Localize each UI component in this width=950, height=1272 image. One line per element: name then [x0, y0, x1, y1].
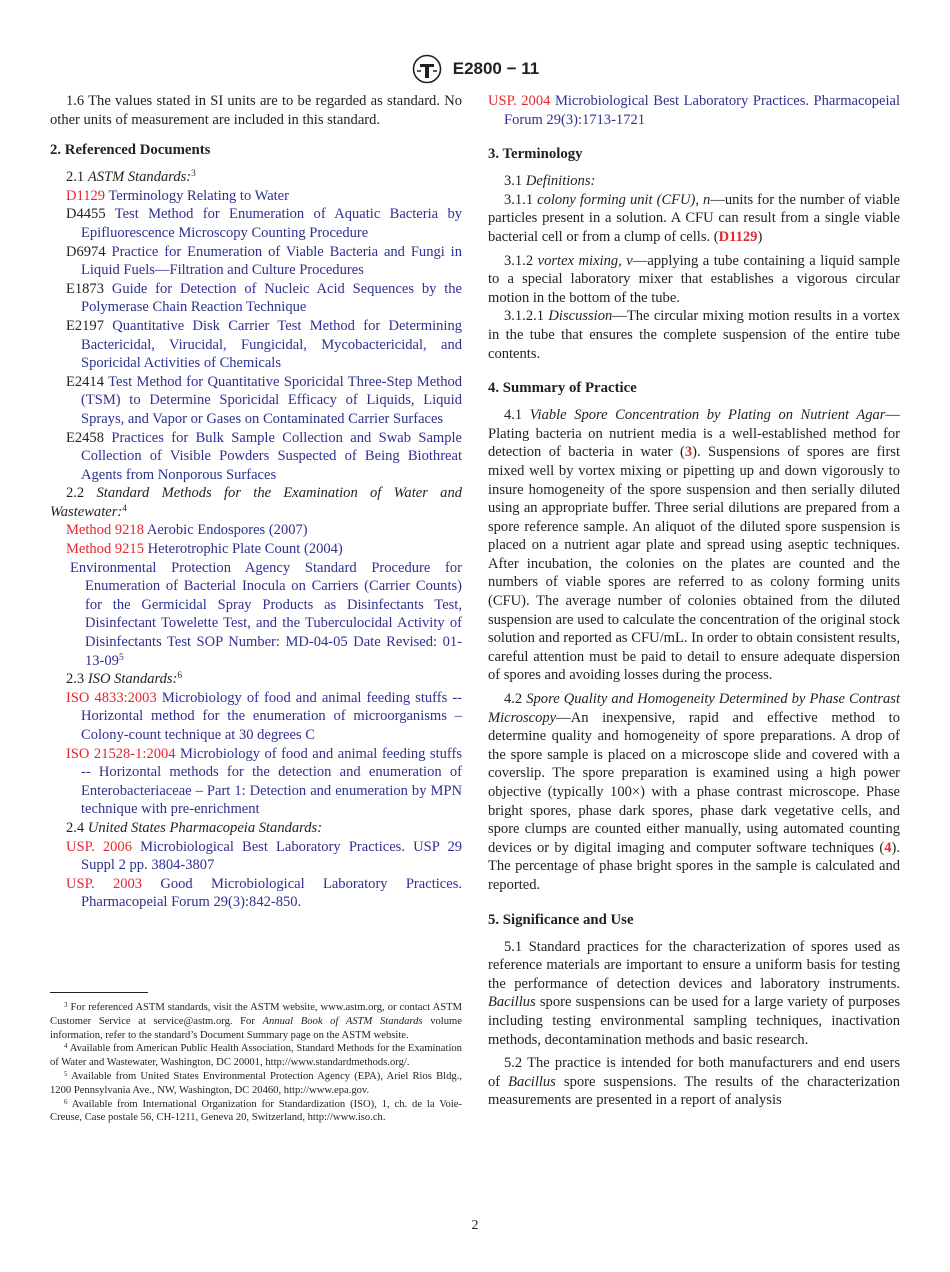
- footnote-marker: 4: [122, 503, 127, 514]
- method-reference-list: [50, 521, 462, 558]
- footnote-text: Available from International Organization for Standardization (ISO), 1, ch. de la Voie-Creuse, Case postale 56, CH-1211, Geneva 20, Switzerland, http://www.iso.ch.: [50, 1098, 462, 1124]
- footnote-marker: 6: [177, 671, 183, 682]
- paragraph-text: —Plating bacteria on nutrient media is a well-established method for detection of bacteria in water (: [488, 407, 900, 461]
- reference-title[interactable]: Microbiological Best Laboratory Practices. Pharmacopeial Forum 29(3):1713-1721: [504, 93, 900, 128]
- reference-item[interactable]: [50, 317, 462, 373]
- reference-item[interactable]: [50, 745, 462, 819]
- defined-term: Discussion: [548, 308, 613, 325]
- paragraph-5-2: [488, 1054, 900, 1110]
- definition-text: —applying a tube containing a liquid sample to a special laboratory mixer that establishes a vigorous circular motion in the bottom of the tube.: [488, 252, 900, 306]
- paragraph-text: —An inexpensive, rapid and effective method to determine quality and homogeneity of spore preparations. A drop of the spore sample is placed on a microscope slide and covered with a coverslip. The spore preparation is examined using a high power objective (typically 100×) with a phase contrast microscope. Phase bright spores, phase dark spores, phase dark vegetative cells, and spore clumps are counted either manually, using automated counting devices or by digital imaging and computer software techniques (: [488, 709, 900, 856]
- left-column: [50, 92, 462, 912]
- subsection-number: 3.1.2.1: [504, 308, 549, 325]
- subsection-number: 3.1: [504, 173, 526, 190]
- reference-code[interactable]: USP. 2004: [488, 93, 551, 109]
- reference-title[interactable]: Microbiology of food and animal feeding stuffs -- Horizontal method for the enumeration of microorganisms – Colony-count technique at 30 degrees C: [81, 689, 463, 743]
- footnote-number: 6: [64, 1097, 68, 1106]
- paragraph-4-1: [488, 406, 900, 685]
- paragraph-text: ). Suspensions of spores are first mixed well by vortex mixing or pipetting up and down vigorously to insure homogeneity of the spore suspension and then serially diluted using an appropriate buffer. Three serial dilutions are prepared from a spore reference sample. An aliquot of the diluted spore suspension is placed on a nutrient agar plate and spread using aseptic techniques. After incubation, the colonies on the plates are counted and the numbers of viable spores are referred to as colony forming units (CFU). The average number of colonies obtained from the diluted suspension are used to calculate the concentration of the original stock solution and reported as CFU/mL. In order to obtain consistent results, careful attention must be paid to detail to ensure adequate dispersion of spores and avoiding losses during the process.: [488, 444, 900, 684]
- footnote-text: Available from American Public Health Association, Standard Methods for the Examination of Water and Wastewater, Washington, DC 20001, http://www.standardmethods.org/.: [50, 1043, 462, 1069]
- subsection-2-3: [50, 670, 462, 689]
- reference-code[interactable]: USP. 2006: [66, 838, 132, 855]
- subsection-label: Definitions:: [525, 173, 596, 190]
- subsection-2-4: [50, 819, 462, 838]
- reference-4-link[interactable]: 4: [884, 839, 892, 856]
- footnotes: [50, 1001, 462, 1125]
- subsection-number: 4.2: [504, 691, 527, 708]
- section-3-heading: 3. Terminology: [488, 146, 583, 163]
- subsection-number: 2.4: [66, 819, 88, 836]
- reference-title[interactable]: Microbiology of food and animal feeding stuffs -- Horizontal methods for the detection and enumeration of Enterobacteriaceae – Part 1: Detection and enumeration by MPN technique with pre-enrichment: [81, 745, 462, 818]
- subsection-3-1: [488, 172, 900, 191]
- footnote-number: 3: [64, 1001, 68, 1009]
- subsection-number: 3.1.2: [504, 252, 538, 269]
- reference-title[interactable]: Guide for Detection of Nucleic Acid Sequences by the Polymerase Chain Reaction Technique: [81, 280, 462, 316]
- definition-text: —units for the number of viable particles present in a solution. A CFU can result from a single viable bacterial cell or from a clump of cells. (: [488, 191, 901, 245]
- definition-3-1-2: [488, 252, 900, 308]
- reference-item[interactable]: [50, 280, 462, 317]
- genus-name: Bacillus: [488, 994, 536, 1011]
- footnote-item: [50, 1001, 462, 1042]
- usp-2004-reference[interactable]: [488, 92, 900, 129]
- astm-logo-icon: [411, 54, 443, 84]
- discussion-3-1-2-1: [488, 307, 900, 363]
- reference-title[interactable]: Aerobic Endospores (2007): [146, 522, 308, 539]
- paragraph-title: Viable Spore Concentration by Plating on Nutrient Agar: [529, 407, 886, 424]
- epa-reference-title[interactable]: Environmental Protection Agency Standard Procedure for Enumeration of Bacterial Inocula on Carriers (Carrier Counts) for the Germicidal Spray Products as Disinfectants Test, Disinfectant Towelette Test, and the Tuberculocidal Activity of Disinfectants Test SOP Number: MD-04-05 Date Revised: 01-13-09: [70, 559, 462, 669]
- subsection-number: 2.3: [66, 671, 88, 688]
- defined-term: colony forming unit (CFU), n: [537, 191, 711, 208]
- epa-reference[interactable]: [50, 559, 462, 671]
- reference-code[interactable]: ISO 21528-1:2004: [66, 745, 176, 762]
- reference-title[interactable]: Practice for Enumeration of Viable Bacteria and Fungi in Liquid Fuels—Filtration and Culture Procedures: [81, 243, 462, 279]
- reference-item[interactable]: [50, 243, 462, 280]
- reference-item[interactable]: [50, 875, 462, 912]
- iso-reference-list: [50, 689, 462, 819]
- reference-code[interactable]: USP. 2003: [66, 875, 143, 892]
- reference-code[interactable]: E2197: [66, 317, 104, 334]
- reference-code[interactable]: E1873: [66, 280, 104, 297]
- defined-term: vortex mixing, v: [537, 252, 633, 269]
- section-5-heading: 5. Significance and Use: [488, 911, 634, 928]
- subsection-label: ASTM Standards:: [87, 169, 192, 186]
- footnote-number: 4: [64, 1042, 68, 1051]
- reference-code[interactable]: E2458: [66, 429, 104, 446]
- subsection-label: United States Pharmacopeia Standards:: [87, 819, 323, 836]
- reference-item[interactable]: [50, 689, 462, 745]
- definition-3-1-1: [488, 191, 900, 247]
- paragraph-text: 5.2 The practice is intended for both manufacturers and end users of: [488, 1055, 900, 1090]
- footnote-number: 5: [64, 1069, 68, 1078]
- subsection-number: 4.1: [504, 407, 530, 424]
- section-2-heading: 2. Referenced Documents: [50, 142, 211, 159]
- astm-reference-list: [50, 187, 462, 485]
- reference-code[interactable]: ISO 4833:2003: [66, 689, 157, 706]
- genus-name: Bacillus: [508, 1073, 556, 1090]
- paragraph-text: spore suspensions. The results of the characterization measurements are presented in a report of analysis: [488, 1073, 900, 1109]
- right-column: [488, 92, 900, 1110]
- reference-3-link[interactable]: 3: [684, 444, 693, 461]
- page-header: [0, 54, 950, 84]
- standard-designation: E2800 − 11: [452, 59, 540, 78]
- reference-item[interactable]: [50, 521, 462, 540]
- paragraph-text: spore suspensions can be used for a large variety of purposes including testing environmental sampling techniques, inactivation methods, decontamination methods and basic research.: [488, 994, 900, 1048]
- reference-item[interactable]: [50, 838, 462, 875]
- reference-code[interactable]: E2414: [66, 373, 104, 390]
- paragraph-text: 5.1 Standard practices for the characterization of spores used as reference materials are important to ensure a uniform basis for testing the performance of detection devices and laboratory instruments.: [488, 938, 900, 992]
- footnote-marker: 5: [118, 652, 124, 663]
- subsection-number: 3.1.1: [504, 191, 538, 208]
- reference-code[interactable]: D1129: [66, 187, 106, 204]
- reference-title[interactable]: Test Method for Quantitative Sporicidal Three-Step Method (TSM) to Determine Sporicidal Efficacy of Liquids, Liquid Sprays, and Vapor or Gases on Contaminated Carrier Surfaces: [81, 373, 463, 427]
- reference-title[interactable]: Microbiological Best Laboratory Practices. USP 29 Suppl 2 pp. 3804-3807: [81, 838, 462, 874]
- reference-item[interactable]: [50, 187, 462, 206]
- footnote-rule: [50, 992, 148, 993]
- paragraph-4-2: [488, 690, 900, 895]
- footnote-italic: Annual Book of ASTM Standards: [262, 1015, 423, 1027]
- definition-text: ): [757, 228, 763, 245]
- reference-item[interactable]: [50, 429, 462, 485]
- paragraph-1-6: 1.6 The values stated in SI units are to be regarded as standard. No other units of measurement are included in this standard.: [50, 93, 462, 128]
- reference-title[interactable]: Heterotrophic Plate Count (2004): [147, 541, 343, 558]
- usp-reference-list: [50, 838, 462, 912]
- footnote-item: [50, 1098, 462, 1126]
- subsection-2-2: [50, 484, 462, 521]
- page-number: 2: [471, 1218, 479, 1233]
- paragraph-5-1: [488, 938, 900, 1050]
- subsection-2-1: [50, 168, 462, 187]
- reference-title[interactable]: Terminology Relating to Water: [108, 187, 289, 204]
- subsection-label: Standard Methods for the Examination of Water and Wastewater:: [50, 485, 462, 520]
- reference-item[interactable]: [50, 540, 462, 559]
- section-4-heading: 4. Summary of Practice: [488, 380, 637, 397]
- reference-code[interactable]: D6974: [66, 243, 106, 260]
- reference-code[interactable]: D4455: [66, 206, 106, 223]
- footnote-text: volume information, refer to the standard’s Document Summary page on the ASTM website.: [50, 1015, 462, 1041]
- footnote-text: For referenced ASTM standards, visit the ASTM website, www.astm.org, or contact ASTM Customer Service at service@astm.org. For: [50, 1002, 462, 1027]
- reference-item[interactable]: [50, 205, 462, 242]
- reference-title[interactable]: Quantitative Disk Carrier Test Method for Determining Bactericidal, Virucidal, Fungicidal, Mycobactericidal, and Sporicidal Activities of Chemicals: [81, 317, 462, 372]
- paragraph-text: ). The percentage of phase bright spores in the sample is calculated and reported.: [488, 839, 900, 893]
- reference-code[interactable]: Method 9218: [66, 522, 144, 539]
- reference-title[interactable]: Practices for Bulk Sample Collection and Swab Sample Collection of Visible Powders Suspected of Being Biothreat Agents from Nonporous Surfaces: [81, 429, 462, 483]
- footnote-marker: 3: [191, 169, 196, 180]
- footnote-item: [50, 1042, 462, 1070]
- reference-title[interactable]: Test Method for Enumeration of Aquatic Bacteria by Epifluorescence Microscopy Counting Procedure: [81, 206, 463, 241]
- paragraph-title: Spore Quality and Homogeneity Determined by Phase Contrast Microscopy: [488, 691, 900, 726]
- subsection-label: ISO Standards:: [87, 671, 178, 688]
- reference-item[interactable]: [50, 373, 462, 429]
- footnote-text: Available from United States Environmental Protection Agency (EPA), Ariel Rios Bldg., 1200 Pennsylvania Ave., NW, Washington, DC 20460, http://www.epa.gov.: [50, 1070, 462, 1096]
- reference-title[interactable]: Good Microbiological Laboratory Practices. Pharmacopeial Forum 29(3):842-850.: [81, 875, 462, 911]
- footnote-item: [50, 1070, 462, 1098]
- d1129-link[interactable]: D1129: [718, 228, 758, 245]
- reference-code[interactable]: Method 9215: [66, 541, 144, 558]
- subsection-number: 2.2: [66, 485, 97, 502]
- definition-text: —The circular mixing motion results in a vortex in the tube that ensures the complete suspension of the entire tube contents.: [488, 308, 900, 362]
- subsection-number: 2.1: [66, 169, 88, 186]
